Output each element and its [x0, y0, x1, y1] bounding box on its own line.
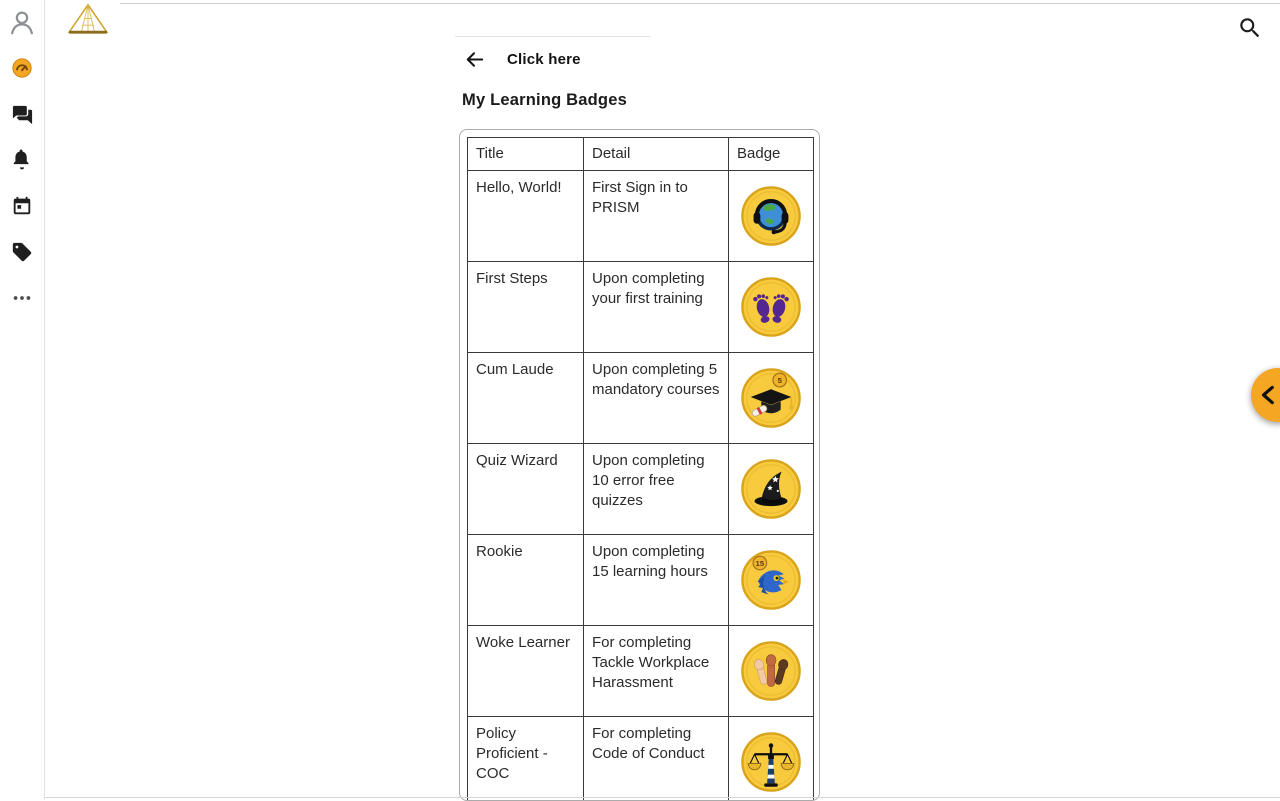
expand-panel-button[interactable]: [1251, 368, 1280, 422]
page-title: My Learning Badges: [462, 91, 627, 110]
bird-badge-icon: [732, 549, 810, 611]
badge-cell: [729, 444, 814, 535]
sidebar-item-calendar[interactable]: [10, 194, 34, 218]
scales-lighthouse-badge-icon: [732, 731, 810, 793]
table-row: [468, 717, 814, 801]
bell-icon: [11, 149, 33, 171]
badge-cell: [729, 262, 814, 353]
badge-detail: First Sign in to PRISM: [584, 171, 729, 262]
coin-gauge-icon: [11, 57, 33, 79]
badge-cell: [729, 717, 814, 801]
badge-detail: For completing Tackle Workplace Harassment: [584, 626, 729, 717]
svg-text:15: 15: [756, 559, 765, 568]
badge-cell: [729, 626, 814, 717]
avatar-icon: [7, 7, 37, 37]
raised-fists-badge-icon: [732, 640, 810, 702]
table-row: [468, 535, 814, 626]
app-logo: [66, 2, 110, 41]
badge-detail: Upon completing 5 mandatory courses: [584, 353, 729, 444]
table-row: [468, 171, 814, 262]
badge-detail: Upon completing 10 error free quizzes: [584, 444, 729, 535]
badge-title: Quiz Wizard: [468, 444, 584, 535]
badge-detail: Upon completing 15 learning hours: [584, 535, 729, 626]
left-sidebar: [0, 0, 45, 800]
footprints-badge-icon: [732, 276, 810, 338]
sidebar-icon-stack: [0, 56, 44, 310]
sidebar-item-tags[interactable]: [10, 240, 34, 264]
column-header-detail: Detail: [584, 138, 729, 171]
table-header-row: [468, 138, 814, 171]
back-button[interactable]: [463, 48, 486, 71]
badge-title: First Steps: [468, 262, 584, 353]
sidebar-item-more[interactable]: [10, 286, 34, 310]
chat-bubbles-icon: [11, 103, 34, 126]
back-link-label[interactable]: Click here: [507, 51, 581, 68]
globe-headset-badge-icon: [732, 185, 810, 247]
chevron-left-icon: [1256, 382, 1280, 408]
badges-table: [467, 137, 814, 801]
badge-cell: [729, 171, 814, 262]
sidebar-item-notifications[interactable]: [10, 148, 34, 172]
section-divider: [455, 36, 651, 37]
badge-cell: [729, 353, 814, 444]
avatar[interactable]: [7, 7, 37, 37]
graduation-cap-badge-icon: [732, 367, 810, 429]
badge-detail: Upon completing your first training: [584, 262, 729, 353]
sidebar-item-points[interactable]: [10, 56, 34, 80]
search-icon: [1237, 15, 1263, 41]
sidebar-item-messages[interactable]: [10, 102, 34, 126]
svg-text:5: 5: [778, 376, 783, 385]
search-button[interactable]: [1237, 15, 1263, 41]
bottom-divider: [45, 797, 1280, 798]
table-row: [468, 444, 814, 535]
ellipsis-icon: [11, 287, 33, 309]
table-row: [468, 353, 814, 444]
badge-title: Rookie: [468, 535, 584, 626]
table-row: [468, 262, 814, 353]
column-header-badge: Badge: [729, 138, 814, 171]
badges-table-container: [459, 129, 820, 801]
wizard-hat-badge-icon: [732, 458, 810, 520]
badge-title: Hello, World!: [468, 171, 584, 262]
badge-title: Cum Laude: [468, 353, 584, 444]
top-divider: [120, 3, 1280, 4]
table-row: [468, 626, 814, 717]
calendar-icon: [11, 195, 33, 217]
badge-title: Policy Proficient - COC: [468, 717, 584, 801]
column-header-title: Title: [468, 138, 584, 171]
tag-icon: [11, 241, 33, 263]
badge-title: Woke Learner: [468, 626, 584, 717]
badge-detail: For completing Code of Conduct: [584, 717, 729, 801]
back-row: [463, 46, 581, 72]
back-arrow-icon: [463, 48, 486, 71]
badge-cell: [729, 535, 814, 626]
triangle-logo-icon: [66, 2, 110, 36]
